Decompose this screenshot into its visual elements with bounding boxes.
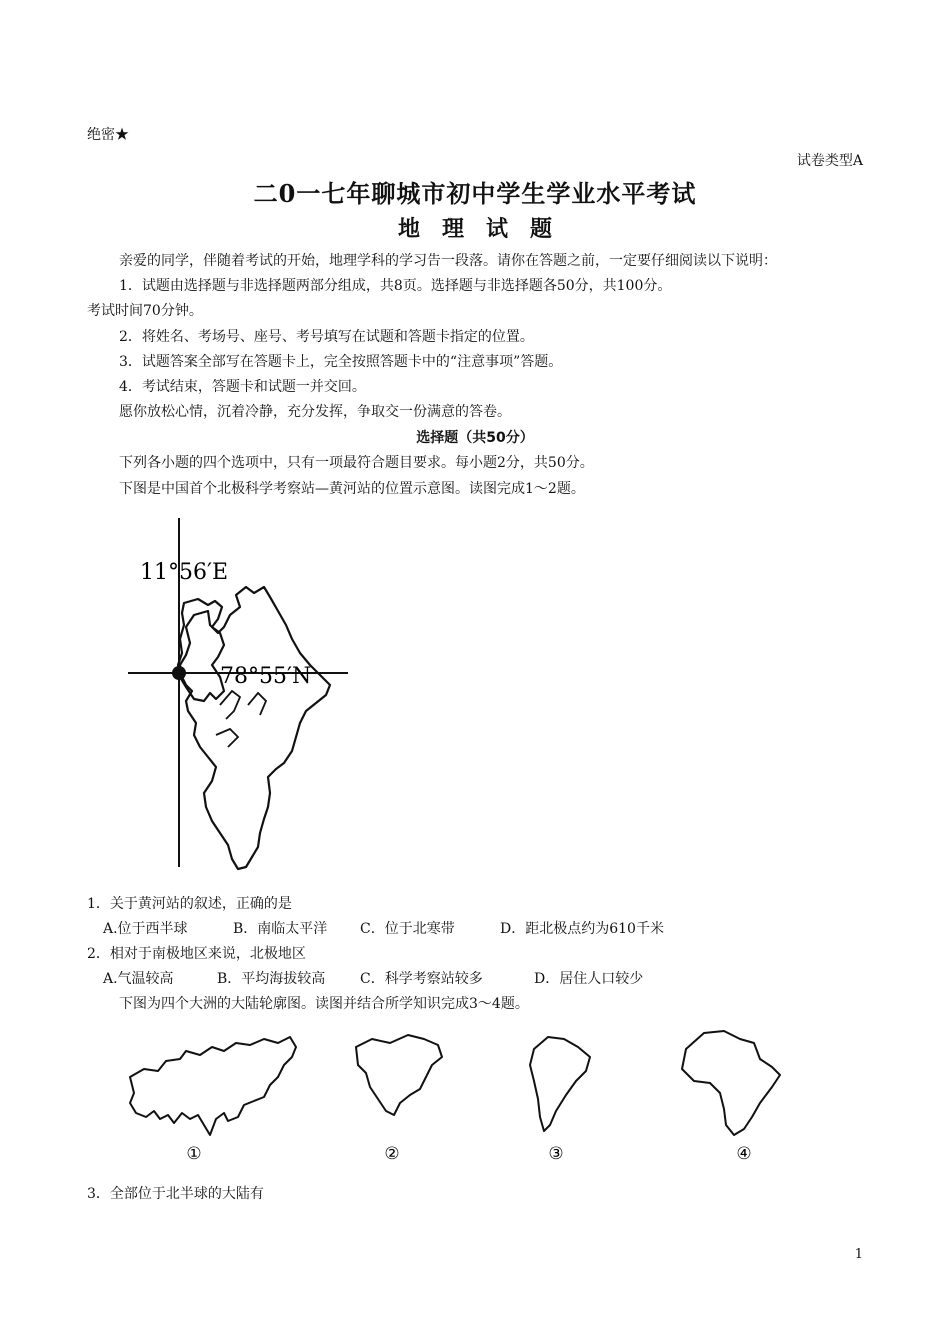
question-2-option-c: C．科学考察站较多 [360, 971, 483, 987]
longitude-label: 11°56′E [140, 560, 229, 585]
intro-wish: 愿你放松心情，沉着冷静，充分发挥，争取交一份满意的答卷。 [119, 404, 511, 420]
north-america-outline [356, 1035, 442, 1115]
confidential-mark: 绝密★ [87, 127, 129, 143]
fjord-detail [216, 691, 266, 747]
paper-type: 试卷类型A [796, 153, 863, 169]
question-2-option-b: B．平均海拔较高 [217, 971, 326, 987]
question-2-option-a: A.气温较高 [103, 971, 174, 987]
continent-label-3: ③ [548, 1144, 564, 1164]
exam-subtitle: 地理试题 [397, 216, 574, 242]
main-island-outline [180, 587, 330, 869]
intro-item-4: 4．考试结束，答题卡和试题一并交回。 [119, 379, 366, 395]
question-1-option-a: A.位于西半球 [103, 921, 188, 937]
svalbard-location-map [120, 515, 360, 875]
western-island-outline [178, 599, 224, 701]
intro-greeting: 亲爱的同学，伴随着考试的开始，地理学科的学习告一段落。请你在答题之前，一定要仔细阅读以下说明： [119, 253, 777, 269]
question-1-stem: 1．关于黄河站的叙述，正确的是 [87, 896, 292, 912]
question-2-stem: 2．相对于南极地区来说，北极地区 [87, 946, 306, 962]
continent-label-1: ① [186, 1144, 202, 1164]
question-2-option-d: D．居住人口较少 [534, 971, 644, 987]
question-1-option-d: D．距北极点约为610千米 [500, 921, 664, 937]
africa-outline [682, 1031, 780, 1135]
section-instruction: 下列各小题的四个选项中，只有一项最符合题目要求。每小题2分，共50分。 [119, 455, 594, 471]
question-1-option-b: B．南临太平洋 [233, 921, 328, 937]
intro-item-2: 2．将姓名、考场号、座号、考号填写在试题和答题卡指定的位置。 [119, 329, 534, 345]
eurasia-outline [130, 1037, 296, 1135]
continents-intro: 下图为四个大洲的大陆轮廓图。读图并结合所学知识完成3～4题。 [119, 996, 529, 1012]
south-america-outline [530, 1037, 590, 1131]
intro-item-1: 1．试题由选择题与非选择题两部分组成，共8页。选择题与非选择题各50分，共100分。 [119, 278, 672, 294]
intro-item-3: 3．试题答案全部写在答题卡上，完全按照答题卡中的“注意事项”答题。 [119, 354, 563, 370]
continent-label-4: ④ [736, 1144, 752, 1164]
question-1-option-c: C．位于北寒带 [360, 921, 455, 937]
exam-title: 二0一七年聊城市初中学生学业水平考试 [253, 179, 697, 208]
intro-item-1-cont: 考试时间70分钟。 [87, 303, 203, 319]
question-3-stem: 3．全部位于北半球的大陆有 [87, 1186, 264, 1202]
continent-label-2: ② [384, 1144, 400, 1164]
page-number: 1 [854, 1247, 863, 1262]
map-intro: 下图是中国首个北极科学考察站—黄河站的位置示意图。读图完成1～2题。 [119, 481, 585, 497]
huanghe-station-marker [172, 666, 186, 680]
continent-outlines-figure [120, 1025, 800, 1170]
latitude-label: 78°55′N [220, 664, 312, 689]
section-title: 选择题（共50分） [416, 430, 534, 446]
